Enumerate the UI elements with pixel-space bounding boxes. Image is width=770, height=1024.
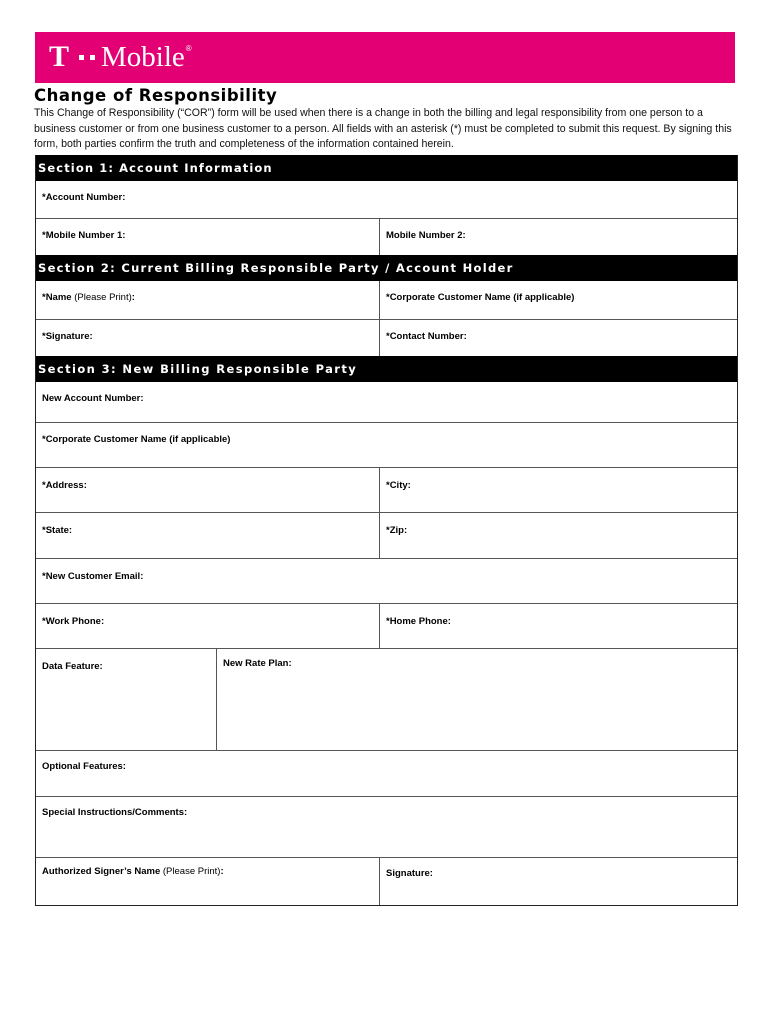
- mobile-numbers-row: [36, 218, 737, 255]
- form-title: Change of Responsibility: [34, 86, 278, 105]
- address-row: [36, 467, 737, 512]
- authorized-signer-label: Authorized Signer’s Name: [42, 866, 161, 877]
- state-zip-row: [36, 512, 737, 558]
- work-phone-field[interactable]: *Work Phone:: [42, 616, 105, 627]
- home-phone-field[interactable]: *Home Phone:: [379, 604, 737, 648]
- logo-dots: [79, 55, 95, 60]
- section-1-header: Section 1: Account Information: [36, 155, 737, 181]
- logo-letter: T: [49, 40, 70, 73]
- account-number-row: [36, 181, 737, 218]
- current-name-colon: :: [131, 292, 135, 303]
- data-feature-field[interactable]: Data Feature:: [42, 661, 103, 672]
- address-field[interactable]: *Address:: [42, 480, 87, 491]
- current-corporate-name-field[interactable]: *Corporate Customer Name (if applicable): [379, 281, 737, 319]
- email-row: [36, 558, 737, 603]
- mobile-number-1-field[interactable]: *Mobile Number 1:: [42, 230, 126, 241]
- mobile-number-2-field[interactable]: Mobile Number 2:: [379, 219, 737, 255]
- current-name-hint: (Please Print): [74, 292, 132, 303]
- form-intro: This Change of Responsibility (“COR”) form will be used when there is a change in both the billing and legal responsibility from one person to a business customer or from one business customer to a person. All fields with an asterisk (*) must be completed to submit this request. By signing this form, both parties confirm the truth and completeness of the information contained herein.: [34, 107, 732, 150]
- account-number-field[interactable]: *Account Number:: [42, 192, 126, 203]
- authorized-signer-colon: :: [220, 866, 224, 877]
- cor-form: [35, 155, 738, 906]
- current-signature-row: [36, 319, 737, 356]
- new-customer-email-field[interactable]: *New Customer Email:: [42, 571, 144, 582]
- zip-field[interactable]: *Zip:: [379, 513, 737, 558]
- current-name-label: *Name: [42, 292, 72, 303]
- city-field[interactable]: *City:: [379, 468, 737, 512]
- authorized-signer-row: [36, 857, 737, 905]
- authorized-signer-hint: (Please Print): [162, 866, 221, 877]
- special-instructions-row: [36, 796, 737, 857]
- state-field[interactable]: *State:: [42, 525, 73, 536]
- brand-banner: [35, 32, 735, 83]
- special-instructions-field[interactable]: Special Instructions/Comments:: [42, 807, 188, 818]
- section-2-header: Section 2: Current Billing Responsible Party / Account Holder: [36, 255, 737, 281]
- logo-word: Mobile: [101, 40, 185, 73]
- section-3-header: Section 3: New Billing Responsible Party: [36, 356, 737, 382]
- new-corporate-name-row: [36, 422, 737, 467]
- optional-features-field[interactable]: Optional Features:: [42, 761, 126, 772]
- optional-features-row: [36, 750, 737, 796]
- new-account-number-row: [36, 382, 737, 422]
- current-signature-field[interactable]: *Signature:: [42, 331, 93, 342]
- current-name-field[interactable]: [36, 281, 379, 319]
- new-account-number-field[interactable]: New Account Number:: [42, 393, 144, 404]
- new-rate-plan-field[interactable]: New Rate Plan:: [216, 649, 737, 750]
- authorized-signer-name-field[interactable]: [36, 858, 379, 905]
- t-mobile-logo: [49, 40, 192, 74]
- phones-row: [36, 603, 737, 648]
- new-signature-field[interactable]: Signature:: [379, 858, 737, 905]
- new-corporate-name-field[interactable]: *Corporate Customer Name (if applicable): [42, 434, 231, 445]
- current-name-row: [36, 281, 737, 319]
- logo-registered-mark: ®: [185, 44, 192, 53]
- data-feature-row: [36, 648, 737, 750]
- current-contact-number-field[interactable]: *Contact Number:: [379, 320, 737, 356]
